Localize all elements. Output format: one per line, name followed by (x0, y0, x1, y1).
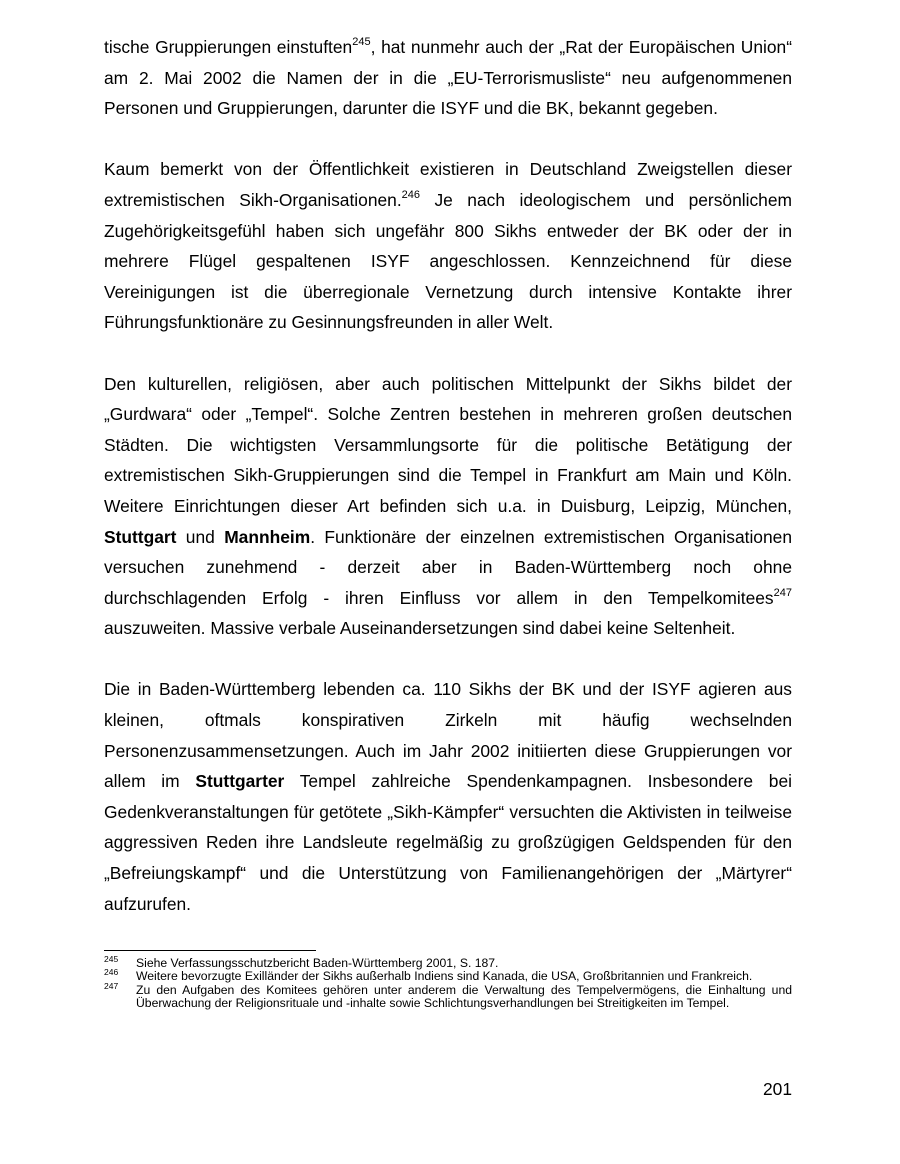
text-run: Je nach ideologischem und persönlichem Zugehörigkeitsgefühl haben sich ungefähr 800 Sikhs entweder der BK oder der in mehrere Flügel gespaltenen ISYF angeschlossen. Kennzeichnend für diese Vereinigungen ist die überregionale Vernetzung durch intensive Kontakte ihrer Führungsfunktionäre zu Gesinnungsfreunden in aller Welt. (104, 189, 792, 333)
footnote-text: Siehe Verfassungsschutzbericht Baden-Württemberg 2001, S. 187. (136, 956, 499, 970)
footnote-reference: 247 (773, 586, 792, 599)
text-run: . Funktionäre der einzelnen extremistischen Organisationen versuchen zunehmend - derzeit aber in Baden-Württemberg noch ohne durchschlagenden Erfolg - ihren Einfluss vor allem in den Tempelkomitees (104, 526, 792, 608)
footnotes (104, 954, 792, 1011)
paragraph (104, 674, 792, 919)
paragraph (104, 154, 792, 338)
text-run: Kaum bemerkt von der Öffentlichkeit existieren in Deutschland Zweigstellen dieser extremistischen Sikh-Organisationen. (104, 159, 792, 210)
body-text (104, 32, 792, 950)
footnote-number: 245 (104, 954, 119, 964)
footnote-text: Zu den Aufgaben des Komitees gehören unter anderem die Verwaltung des Tempelvermögens, die Einhaltung und Überwachung der Religionsrituale und -inhalte sowie Schlichtungsverhandlungen bei Streitigkeiten im Tempel. (136, 982, 792, 1011)
text-run: , hat nunmehr auch der „Rat der Europäischen Union“ am 2. Mai 2002 die Namen der in die „EU-Terrorismusliste“ neu aufgenommenen Personen und Gruppierungen, darunter die ISYF und die BK, bekannt gegeben. (104, 37, 792, 119)
footnote (104, 980, 792, 1011)
footnote-divider (104, 950, 316, 951)
bold-text: Stuttgart (104, 526, 177, 547)
bold-text: Mannheim (224, 526, 311, 547)
text-run: Tempel zahlreiche Spendenkampagnen. Insbesondere bei Gedenkveranstaltungen für getötete „Sikh-Kämpfer“ versuchten die Aktivisten in teilweise aggressiven Reden ihre Landsleute regelmäßig zu großzügigen Geldspenden für den „Befreiungskampf“ und die Unterstützung von Familienangehörigen der „Märtyrer“ aufzurufen. (104, 771, 792, 914)
footnote-number: 247 (104, 980, 119, 991)
text-run: auszuweiten. Massive verbale Auseinandersetzungen sind dabei keine Seltenheit. (104, 618, 736, 639)
page-number: 201 (762, 1079, 792, 1099)
paragraph (104, 32, 792, 124)
footnote (104, 954, 792, 970)
text-run: Die in Baden-Württemberg lebenden ca. 110 Sikhs der BK und der ISYF agieren aus kleinen, oftmals konspirativen Zirkeln mit häufig wechselnden Personenzusammensetzungen. Auch im Jahr 2002 initiierten diese Gruppierungen vor allem im (104, 679, 792, 792)
footnote-reference: 245 (352, 36, 371, 49)
footnote-text: Weitere bevorzugte Exilländer der Sikhs außerhalb Indiens sind Kanada, die USA, Großbritannien und Frankreich. (136, 969, 753, 984)
text-run: und (176, 526, 225, 547)
text-run: Den kulturellen, religiösen, aber auch politischen Mittelpunkt der Sikhs bildet der „Gurdwara“ oder „Tempel“. Solche Zentren bestehen in mehreren großen deutschen Städten. Die wichtigsten Versammlungsorte für die politische Betätigung der extremistischen Sikh-Gruppierungen sind die Tempel in Frankfurt am Main und Köln. Weitere Einrichtungen dieser Art befinden sich u.a. in Duisburg, Leipzig, München, (104, 373, 792, 516)
footnote-number: 246 (104, 967, 119, 978)
bold-text: Stuttgarter (195, 771, 285, 792)
footnote (104, 967, 792, 984)
paragraph (104, 369, 792, 644)
footnote-reference: 246 (401, 189, 421, 202)
text-run: tische Gruppierungen einstuften (104, 37, 353, 57)
